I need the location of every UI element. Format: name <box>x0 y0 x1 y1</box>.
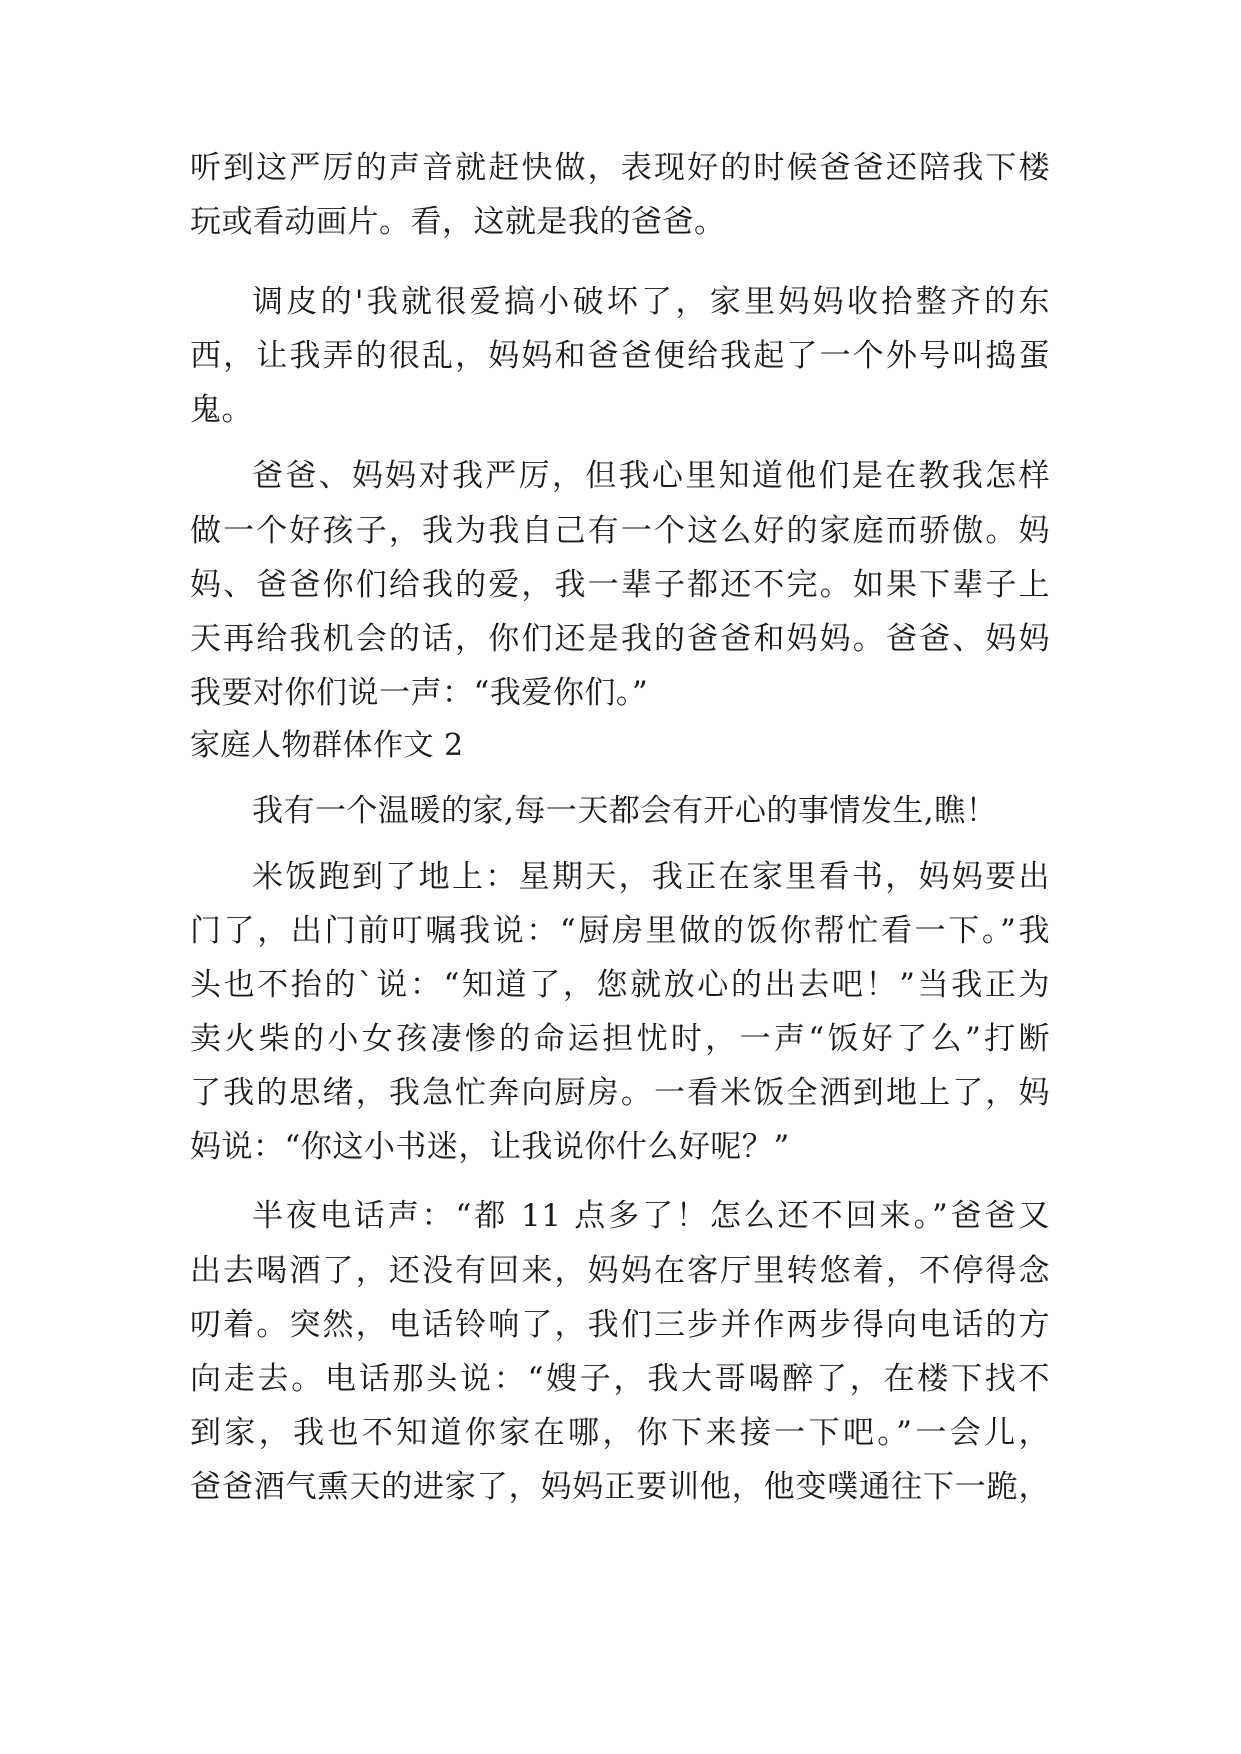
text-line: 叨着。突然，电话铃响了，我们三步并作两步得向电话的方 <box>190 1307 1050 1343</box>
text-line: 门了，出门前叮嘱我说：“厨房里做的饭你帮忙看一下。”我 <box>190 913 1050 949</box>
text-line: 鬼。 <box>190 392 253 428</box>
text-line: 玩或看动画片。看，这就是我的爸爸。 <box>190 204 726 240</box>
text-line: 妈说：“你这小书迷，让我说你什么好呢？” <box>190 1129 790 1165</box>
section-heading: 家庭人物群体作文 2 <box>190 728 464 763</box>
text-line: 爸爸酒气熏天的进家了，妈妈正要训他，他变噗通往下一跪， <box>190 1469 1050 1505</box>
text-line: 出去喝酒了，还没有回来，妈妈在客厅里转悠着，不停得念 <box>190 1253 1050 1289</box>
text-line: 米饭跑到了地上：星期天，我正在家里看书，妈妈要出 <box>252 859 1050 895</box>
text-line: 头也不抬的`说：“知道了，您就放心的出去吧！”当我正为 <box>190 967 1050 1003</box>
text-line: 听到这严厉的声音就赶快做，表现好的时候爸爸还陪我下楼 <box>190 150 1050 186</box>
text-line: 我要对你们说一声：“我爱你们。” <box>190 675 649 711</box>
text-line: 西，让我弄的很乱，妈妈和爸爸便给我起了一个外号叫捣蛋 <box>190 338 1050 374</box>
text-line: 到家，我也不知道你家在哪，你下来接一下吧。”一会儿， <box>190 1415 1050 1451</box>
text-line: 了我的思绪，我急忙奔向厨房。一看米饭全洒到地上了，妈 <box>190 1075 1050 1111</box>
text-line: 半夜电话声：“都 11 点多了！怎么还不回来。”爸爸又 <box>252 1198 1050 1234</box>
text-line: 妈、爸爸你们给我的爱，我一辈子都还不完。如果下辈子上 <box>190 567 1050 603</box>
text-line: 爸爸、妈妈对我严厉，但我心里知道他们是在教我怎样 <box>252 458 1050 494</box>
text-line: 向走去。电话那头说：“嫂子，我大哥喝醉了，在楼下找不 <box>190 1361 1050 1397</box>
text-line: 做一个好孩子，我为我自己有一个这么好的家庭而骄傲。妈 <box>190 513 1050 549</box>
text-line: 天再给我机会的话，你们还是我的爸爸和妈妈。爸爸、妈妈 <box>190 621 1050 657</box>
text-line: 我有一个温暖的家,每一天都会有开心的事情发生,瞧！ <box>252 793 998 829</box>
text-line: 调皮的'我就很爱搞小破坏了，家里妈妈收拾整齐的东 <box>252 284 1050 320</box>
text-line: 卖火柴的小女孩凄惨的命运担忧时，一声“饭好了么”打断 <box>190 1021 1050 1057</box>
